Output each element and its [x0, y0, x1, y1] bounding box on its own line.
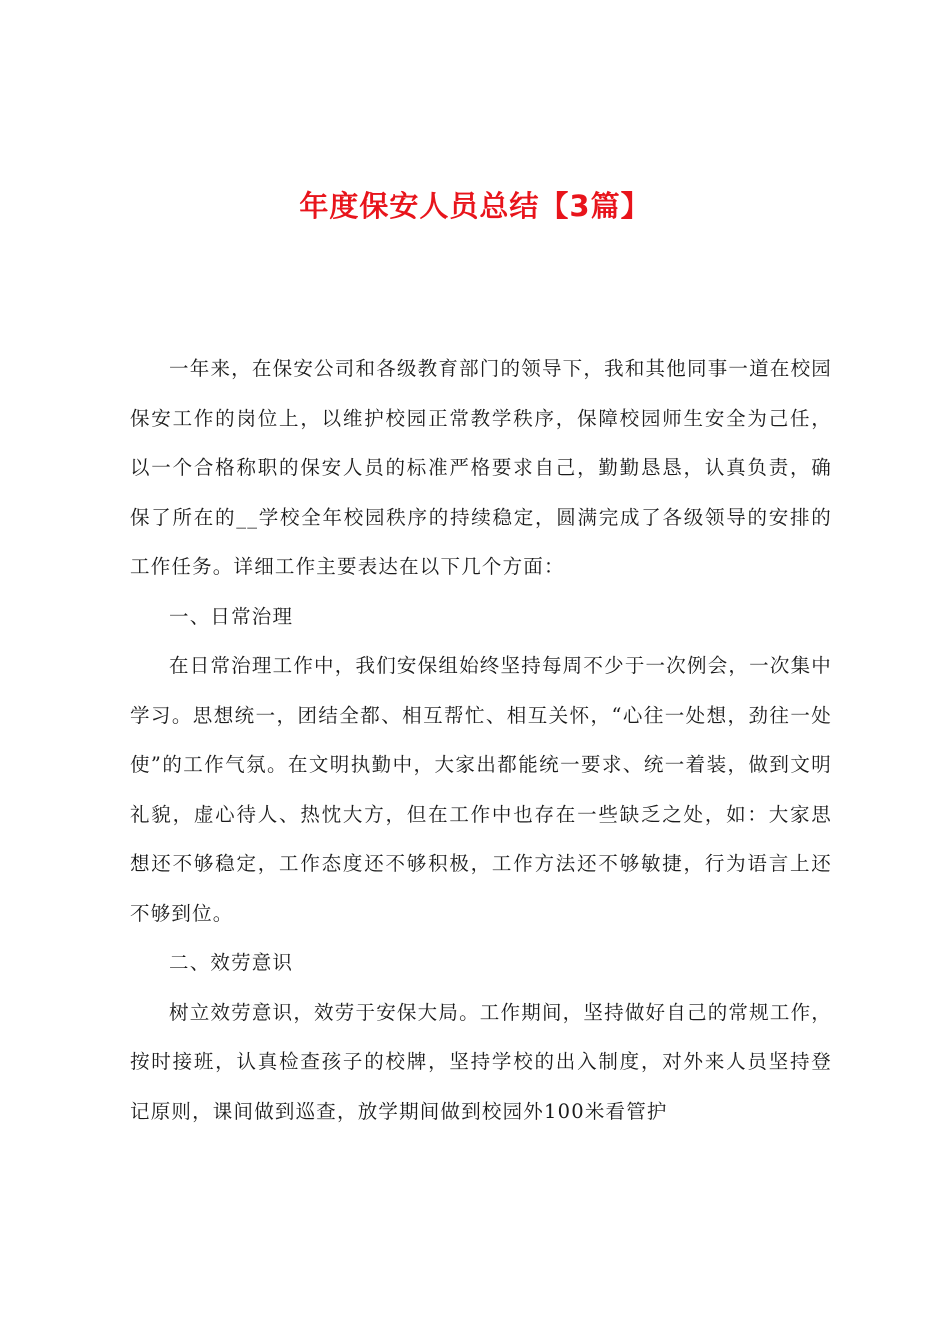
- paragraph-intro: 一年来，在保安公司和各级教育部门的领导下，我和其他同事一道在校园保安工作的岗位上，以维护校园正常教学秩序，保障校园师生安全为己任，以一个合格称职的保安人员的标准严格要求自己，勤勤恳恳，认真负责，确保了所在的__学校全年校园秩序的持续稳定，圆满完成了各级领导的安排的工作任务。详细工作主要表达在以下几个方面：: [130, 357, 832, 578]
- paragraph-daily-management: 在日常治理工作中，我们安保组始终坚持每周不少于一次例会，一次集中学习。思想统一，团结全都、相互帮忙、相互关怀，“心往一处想，劲往一处使”的工作气氛。在文明执勤中，大家出都能统一要求、统一着装，做到文明礼貌，虚心待人、热忱大方，但在工作中也存在一些缺乏之处，如：大家思想还不够稳定，工作态度还不够积极，工作方法还不够敏捷，行为语言上还不够到位。: [130, 654, 832, 925]
- document-body: [130, 344, 832, 1136]
- document-title: 年度保安人员总结【3篇】: [299, 189, 651, 223]
- paragraph-service-awareness: 树立效劳意识，效劳于安保大局。工作期间，坚持做好自己的常规工作，按时接班，认真检查孩子的校牌，坚持学校的出入制度，对外来人员坚持登记原则，课间做到巡查，放学期间做到校园外100米看管护: [130, 1000, 832, 1123]
- section-heading-service-awareness: 二、效劳意识: [169, 951, 294, 974]
- section-heading-daily-management: 一、日常治理: [169, 604, 294, 628]
